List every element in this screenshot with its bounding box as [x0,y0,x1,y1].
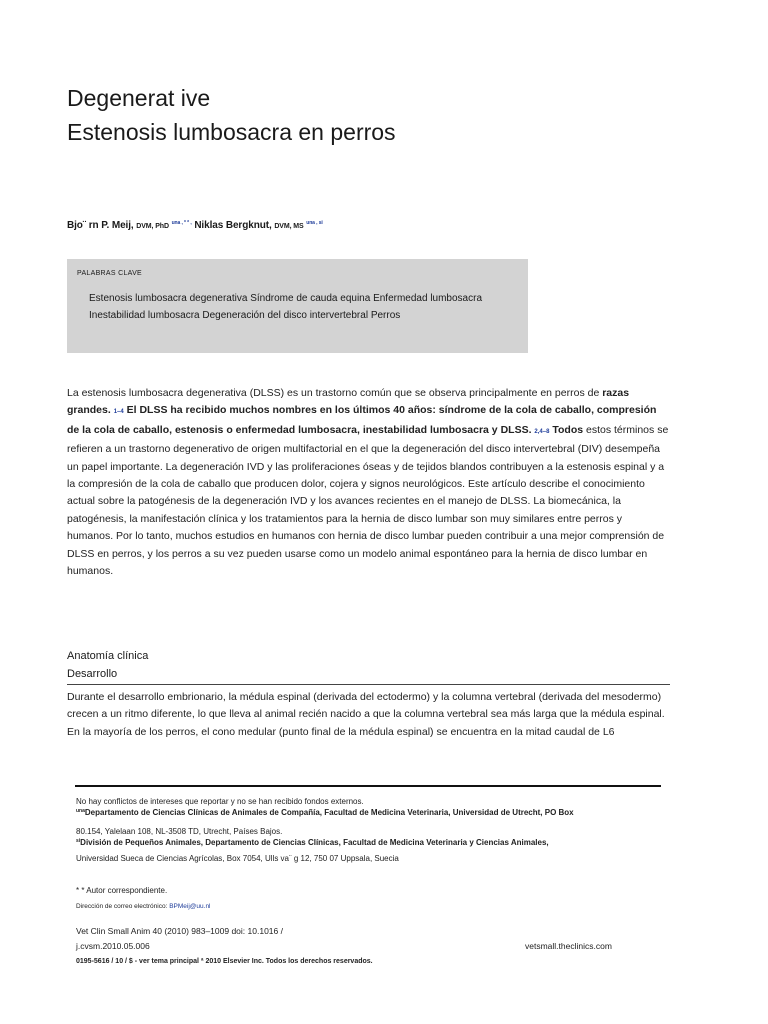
affiliation-a-text: Departamento de Ciencias Clínicas de Animales de Compañía, Facultad de Medicina Veterinaria, Universidad de Utrecht, PO Box [84,808,574,817]
reference-link-1[interactable]: 1–4 [113,409,124,416]
footnote-corresponding-author: * * Autor correspondiente. [76,886,168,895]
footnote-divider [75,785,661,787]
footnote-affiliation-b [76,838,549,847]
author-1-name: Bjo¨ rn P. Meij, [67,220,134,231]
intro-text-1: La estenosis lumbosacra degenerativa (DLSS) es un trastorno común que se observa principalmente en perros de [67,387,600,399]
footnote-email [76,903,211,910]
author-2-affiliation[interactable]: una , si [306,220,323,226]
footnote-conflicts: No hay conflictos de intereses que reportar y no se han recibido fondos externos. [76,797,364,806]
copyright-notice: 0195-5616 / 10 / $ - ver tema principal ª 2010 Elsevier Inc. Todos los derechos reservados. [76,958,373,965]
intro-text-2: razas grandes. [67,387,630,417]
keywords-box [67,259,528,353]
article-title-line2: Estenosis lumbosacra en perros [67,119,396,145]
affiliation-mark-a: una [76,808,85,814]
reference-link-2[interactable]: 2,4–8 [534,428,550,435]
article-title-line1: Degenerat ive [67,85,211,111]
footnote-affiliation-a [76,808,574,817]
affiliation-b-text: División de Pequeños Animales, Departamento de Ciencias Clínicas, Facultad de Medicina Veterinaria y Ciencias Animales, [80,838,549,847]
citation-doi[interactable]: j.cvsm.2010.05.006 [76,941,150,951]
footnote-affiliation-a-address: 80.154, Yalelaan 108, NL-3508 TD, Utrecht, Países Bajos. [76,827,283,836]
author-1-degree: DVM, PhD [136,223,169,230]
development-paragraph: Durante el desarrollo embrionario, la médula espinal (derivada del ectodermo) y la columna vertebral (derivada del mesodermo) crecen a un ritmo diferente, lo que lleva al animal recién nacido a que la columna vertebral sea más larga que la médula espinal. En la mayoría de los perros, el cono medular (punto final de la médula espinal) se encuentra en la mitad caudal de L6 [67,691,665,738]
subsection-heading: Desarrollo [67,668,118,680]
citation-line-1: Vet Clin Small Anim 40 (2010) 983–1009 doi: 10.1016 / [76,926,283,936]
email-label: Dirección de correo electrónico: [76,903,168,910]
intro-text-5: estos términos se refieren a un trastorno degenerativo de origen multifactorial en el que la degeneración del disco intervertebral (DIV) desempeña un papel importante. La degeneración IVD y las proliferaciones óseas y de tejidos blandos contribuyen a la estenosis espinal y a la compresión de la cola de caballo que producen dolor, cojera y signos neurológicos. Este artículo describe el conocimiento actual sobre la patogénesis de la degeneración IVD y los avances recientes en el manejo de DLSS. La biomecánica, la patogénesis, la manifestación clínica y los tratamientos para la hernia de disco lumbar son muy similares entre perros y humanos. Por lo tanto, muchos estudios en humanos con hernia de disco lumbar pueden contribuir a una mejor comprensión de DLSS en perros, y los perros a su vez pueden usarse como un modelo animal espontáneo para la hernia de disco lumbar en humanos. [67,423,669,578]
intro-text-3: El DLSS ha recibido muchos nombres en los últimos 40 años: síndrome de la cola de caballo, compresión de la cola de caballo, estenosis o enfermedad lumbosacra, inestabilidad lumbosacra y DLSS. [67,404,657,436]
keywords-label: PALABRAS CLAVE [77,270,143,277]
section-divider [67,684,670,685]
journal-website[interactable]: vetsmall.theclinics.com [525,941,612,951]
author-2-name: Niklas Bergknut, [194,220,272,231]
affiliation-mark-b: si [76,838,81,844]
intro-text-4: Todos [552,423,584,436]
intro-paragraph [67,385,670,580]
author-1-affiliation[interactable]: una , * * , [171,220,192,226]
email-link[interactable]: BPMeij@uu.nl [169,903,211,910]
keywords-text: Estenosis lumbosacra degenerativa Síndrome de cauda equina Enfermedad lumbosacra Inestabilidad lumbosacra Degeneración del disco intervertebral Perros [89,293,483,321]
author-line [67,220,323,231]
author-2-degree: DVM, MS [274,223,304,230]
section-heading: Anatomía clínica [67,650,149,662]
footnote-affiliation-b-address: Universidad Sueca de Ciencias Agrícolas, Box 7054, Ulls va¨ g 12, 750 07 Uppsala, Suecia [76,854,399,863]
